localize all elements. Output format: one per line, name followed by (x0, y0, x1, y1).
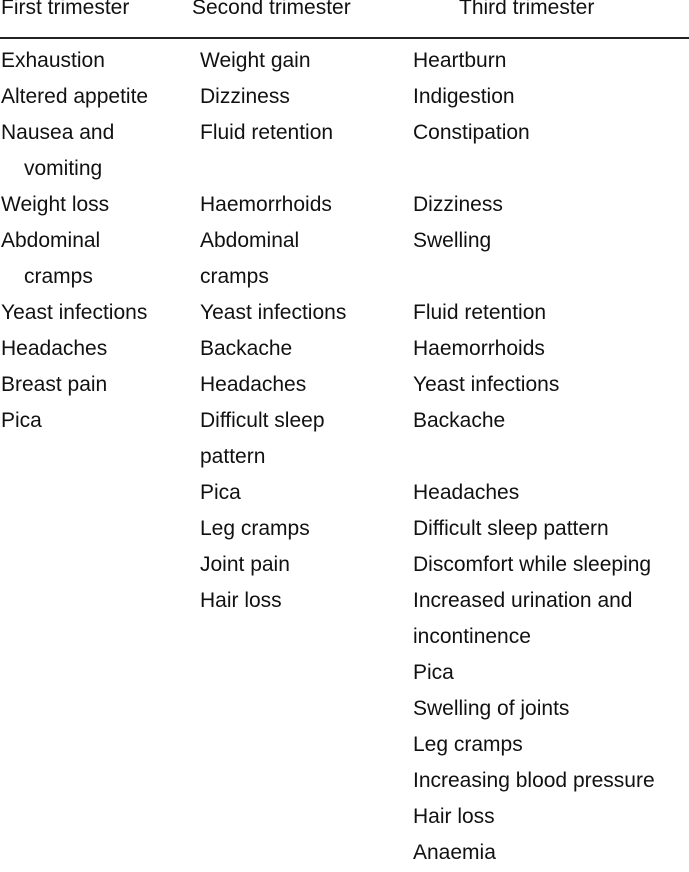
symptom-cell (200, 115, 333, 151)
symptom-text: Haemorrhoids (200, 193, 332, 216)
symptom-cell (413, 367, 559, 403)
symptom-text: Exhaustion (1, 49, 105, 72)
symptom-text: Difficult sleep (200, 409, 325, 432)
symptom-cell (200, 367, 306, 403)
symptom-cell (1, 79, 148, 115)
symptom-text-continued: vomiting (24, 157, 103, 180)
symptom-text: Increasing blood pressure (413, 769, 655, 792)
symptom-text: Leg cramps (413, 733, 523, 756)
symptom-cell (413, 331, 545, 367)
symptom-text: Fluid retention (200, 121, 334, 144)
symptom-cell (1, 295, 147, 331)
symptom-text: Dizziness (200, 85, 290, 108)
symptom-text-continued: cramps (24, 265, 93, 288)
symptom-text: Hair loss (413, 805, 495, 828)
symptom-text: Headaches (413, 481, 520, 504)
header-second-trimester: Second trimester (192, 0, 351, 19)
symptom-cell (413, 43, 506, 79)
symptom-text: Headaches (1, 337, 108, 360)
symptom-text: Leg cramps (200, 517, 310, 540)
symptom-text: Difficult sleep pattern (413, 517, 609, 540)
symptom-text: Yeast infections (1, 301, 148, 324)
symptom-cell (413, 115, 530, 151)
table-header (0, 0, 689, 22)
symptom-cell (200, 223, 299, 295)
symptom-cell (413, 295, 546, 331)
symptom-cell (200, 331, 292, 367)
symptom-cell (1, 331, 107, 367)
symptom-cell (1, 43, 105, 79)
header-divider (0, 37, 689, 39)
header-third-trimester: Third trimester (459, 0, 595, 19)
symptom-text: Discomfort while sleeping (413, 553, 652, 576)
symptom-cell (413, 475, 519, 511)
symptom-cell (1, 187, 109, 223)
symptom-text-continued: incontinence (413, 625, 531, 648)
symptom-cell (413, 691, 569, 727)
symptom-text: Backache (413, 409, 506, 432)
symptom-cell (413, 511, 609, 547)
symptom-cell (413, 835, 496, 871)
symptom-cell (413, 583, 633, 655)
symptom-text: Hair loss (200, 589, 282, 612)
symptom-cell (200, 295, 346, 331)
symptom-text: Swelling (413, 229, 492, 252)
symptom-text: Fluid retention (413, 301, 547, 324)
symptom-text: Yeast infections (413, 373, 560, 396)
symptom-text: Increased urination and (413, 589, 633, 612)
symptom-cell (413, 727, 523, 763)
header-first-trimester: First trimester (1, 0, 130, 19)
symptom-text: Constipation (413, 121, 530, 144)
symptom-cell (200, 187, 332, 223)
symptom-cell (1, 403, 42, 439)
symptom-text: Dizziness (413, 193, 503, 216)
symptom-text: Nausea and (1, 121, 115, 144)
symptom-cell (413, 79, 515, 115)
symptom-text: Backache (200, 337, 293, 360)
symptom-text: Altered appetite (1, 85, 149, 108)
symptom-text: Pica (413, 661, 454, 684)
symptom-text-continued: pattern (200, 445, 266, 468)
symptom-cell (1, 367, 107, 403)
symptom-cell (200, 475, 241, 511)
symptom-text: Abdominal (1, 229, 101, 252)
symptom-text: Pica (200, 481, 241, 504)
symptom-cell (200, 511, 310, 547)
symptom-cell (200, 547, 290, 583)
symptom-text: Haemorrhoids (413, 337, 545, 360)
symptom-text: Indigestion (413, 85, 515, 108)
symptom-cell (413, 763, 655, 799)
symptom-text: Anaemia (413, 841, 496, 864)
symptom-cell (1, 115, 114, 187)
symptom-text: Weight loss (1, 193, 110, 216)
symptom-text-continued: cramps (200, 265, 269, 288)
symptom-text: Weight gain (200, 49, 311, 72)
symptom-text: Yeast infections (200, 301, 347, 324)
symptom-cell (200, 403, 325, 475)
symptom-text: Swelling of joints (413, 697, 570, 720)
symptom-cell (413, 799, 495, 835)
symptom-text: Pica (1, 409, 42, 432)
symptom-text: Joint pain (200, 553, 290, 576)
symptom-cell (413, 187, 503, 223)
symptom-cell (413, 403, 505, 439)
symptom-cell (200, 583, 282, 619)
symptom-text: Headaches (200, 373, 307, 396)
symptom-cell (413, 223, 491, 259)
symptom-text: Abdominal (200, 229, 300, 252)
symptom-cell (413, 547, 651, 583)
symptom-text: Breast pain (1, 373, 108, 396)
symptom-cell (200, 79, 290, 115)
symptom-cell (200, 43, 311, 79)
symptom-cell (413, 655, 454, 691)
symptom-text: Heartburn (413, 49, 507, 72)
symptom-cell (1, 223, 100, 295)
